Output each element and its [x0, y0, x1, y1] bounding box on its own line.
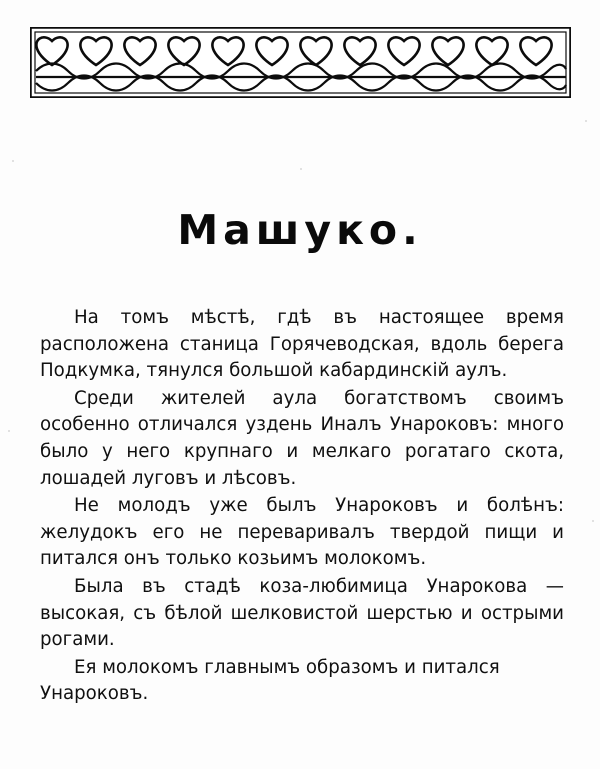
- ornament-svg: [30, 27, 571, 98]
- paper-speck: [8, 430, 10, 432]
- document-body: [40, 305, 564, 709]
- paragraph: Не молодъ уже былъ Унароковъ и болѣнъ: желудокъ его не переваривалъ твердой пищи и питался онъ только козьимъ молокомъ.: [40, 495, 564, 570]
- celtic-knot-hearts-border-icon: [30, 27, 571, 98]
- paragraph: Была въ стадѣ коза-любимица Унарокова —высокая, съ бѣлой шелковистой шерстью и острыми рогами.: [40, 575, 564, 651]
- paper-speck: [592, 520, 594, 522]
- paper-speck: [12, 160, 14, 162]
- paragraph: На томъ мѣстѣ, гдѣ въ настоящее время расположена станица Горячеводская, вдоль берега Подкумка, тянулся большой кабардинскій аулъ.: [40, 307, 564, 382]
- page-title: Машуко.: [177, 206, 423, 254]
- paragraph: Среди жителей аула богатствомъ своимъ особенно отличался уздень Иналъ Унароковъ: много было у него крупнаго и мелкаго рогатаго скота, лошадей луговъ и лѣсовъ.: [40, 387, 564, 489]
- paragraph: Ея молокомъ главнымъ образомъ и питался Унароковъ.: [40, 656, 500, 705]
- paper-speck: [300, 168, 302, 170]
- paper-speck: [585, 120, 587, 122]
